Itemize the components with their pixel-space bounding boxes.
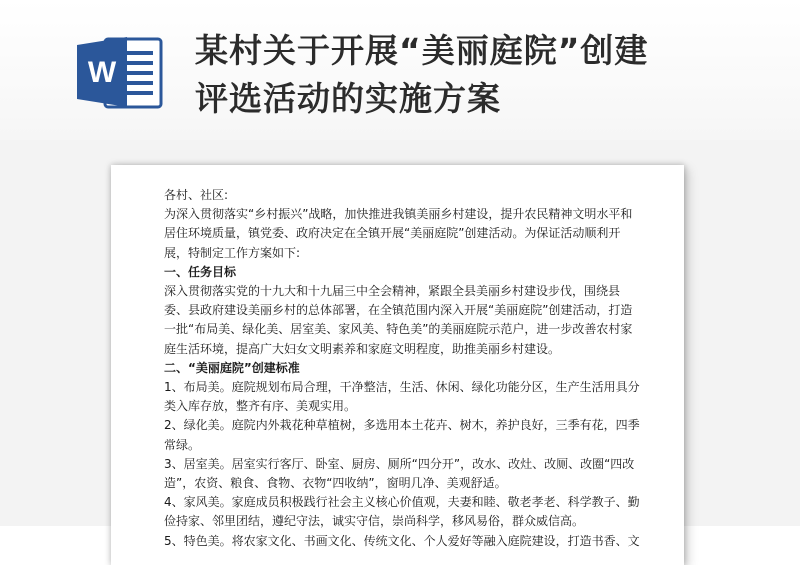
standard-item-2: 2、绿化美。庭院内外栽花种草植树，多选用本土花卉、树木，养护良好，三季有花，四季常绿。 [164, 418, 640, 452]
microsoft-word-icon [75, 33, 165, 111]
title-line-1: 某村关于开展“美丽庭院”创建 [195, 31, 649, 70]
goal-paragraph: 深入贯彻落实党的十九大和十九届三中全会精神，紧跟全县美丽乡村建设步伐，围绕县委、县政府建设美丽乡村的总体部署，在全镇范围内深入开展“美丽庭院”创建活动，打造一批“布局美、绿化美、居室美、家风美、特色美”的美丽庭院示范户，进一步改善农村家庭生活环境，提高广大妇女文明素养和家庭文明程度，助推美丽乡村建设。 [164, 284, 633, 356]
section-heading-1: 一、任务目标 [164, 264, 237, 279]
header-banner [0, 0, 800, 140]
title-line-2: 评选活动的实施方案 [195, 79, 501, 118]
intro-paragraph: 为深入贯彻落实“乡村振兴”战略，加快推进我镇美丽乡村建设，提升农民精神文明水平和居住环境质量，镇党委、政府决定在全镇开展“美丽庭院”创建活动。为保证活动顺利开展，特制定工作方案如下: [164, 207, 633, 260]
logo-letter: W [87, 56, 117, 89]
standard-item-1: 1、布局美。庭院规划布局合理，干净整洁，生活、休闲、绿化功能分区，生产生活用具分类入库存放，整齐有序、美观实用。 [164, 380, 640, 414]
section-heading-2: 二、“美丽庭院”创建标准 [164, 360, 300, 375]
page-title [195, 27, 755, 123]
document-body [164, 186, 642, 551]
standard-item-4: 4、家风美。家庭成员积极践行社会主义核心价值观，夫妻和睦、敬老孝老、科学教子、勤俭持家、邻里团结，遵纪守法，诚实守信，崇尚科学，移风易俗，群众威信高。 [164, 495, 640, 529]
salutation: 各村、社区: [164, 188, 229, 202]
standard-item-5: 5、特色美。将农家文化、书画文化、传统文化、个人爱好等融入庭院建设，打造书香、文 [164, 533, 640, 548]
standard-item-3: 3、居室美。居室实行客厅、卧室、厨房、厕所“四分开”，改水、改灶、改厕、改圈“四改造”，农资、粮食、食物、衣物“四收纳”，窗明几净、美观舒适。 [164, 456, 635, 491]
